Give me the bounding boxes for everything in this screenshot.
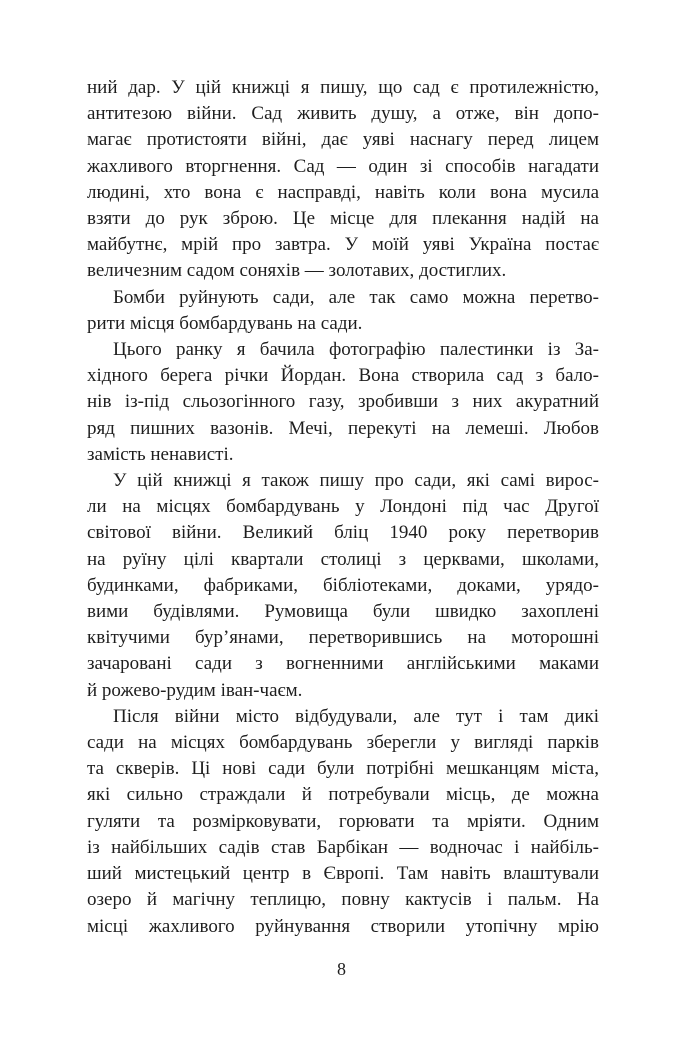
text-line: квітучими бур’янами, перетворившись на моторошні: [87, 627, 599, 649]
text-line: жахливого вторгнення. Сад — один зі способів нагадати: [87, 155, 599, 177]
text-line: та скверів. Ці нові сади були потрібні мешканцям міста,: [87, 758, 599, 780]
text-line: Цього ранку я бачила фотографію палестинки із За-: [113, 339, 599, 361]
text-line: ряд пишних вазонів. Мечі, перекуті на лемеші. Любов: [87, 417, 599, 439]
text-line: гуляти та розмірковувати, горювати та мріяти. Одним: [87, 810, 599, 832]
text-line: У цій книжці я також пишу про сади, які самі вирос-: [113, 470, 599, 492]
text-line: на руїну цілі квартали столиці з церквами, школами,: [87, 548, 599, 570]
text-line: із найбільших садів став Барбікан — водночас і найбіль-: [87, 836, 599, 858]
text-line: людині, хто вона є насправді, навіть коли вона мусила: [87, 181, 599, 203]
page-number: 8: [337, 959, 346, 979]
text-line: магає протистояти війні, дає уяві наснагу перед лицем: [87, 129, 599, 151]
text-line: будинками, фабриками, бібліотеками, доками, урядо-: [87, 574, 599, 596]
text-line: ший мистецький центр в Європі. Там навіть влаштували: [87, 863, 599, 885]
text-line: замість ненависті.: [87, 443, 234, 465]
text-line: взяти до рук зброю. Це місце для плекання надій на: [87, 208, 599, 230]
text-line: ний дар. У цій книжці я пишу, що сад є протилежністю,: [87, 77, 599, 98]
text-line: Після війни місто відбудували, але тут і там дикі: [113, 705, 599, 727]
text-line: світової війни. Великий бліц 1940 року перетворив: [87, 522, 599, 544]
text-line: антитезою війни. Сад живить душу, а отже, він допо-: [87, 103, 599, 125]
text-line: сади на місцях бомбардувань зберегли у вигляді парків: [87, 732, 599, 754]
text-line: нів із-під сльозогінного газу, зробивши з них акуратний: [87, 391, 599, 413]
page-text: [87, 75, 599, 940]
text-line: місці жахливого руйнування створили утопічну мрію: [87, 915, 599, 937]
text-line: й рожево-рудим іван-чаєм.: [87, 679, 303, 701]
text-line: Бомби руйнують сади, але так само можна перетво-: [113, 286, 599, 308]
text-line: які сильно страждали й потребували місць, де можна: [87, 784, 599, 806]
text-line: рити місця бомбардувань на сади.: [87, 312, 363, 334]
text-line: вими будівлями. Румовища були швидко захоплені: [87, 601, 599, 623]
text-line: зачаровані сади з вогненними англійськими маками: [87, 653, 599, 675]
text-line: озеро й магічну теплицю, повну кактусів і пальм. На: [87, 889, 599, 911]
text-line: ли на місцях бомбардувань у Лондоні під час Другої: [87, 496, 599, 518]
text-line: майбутнє, мрій про завтра. У моїй уяві Україна постає: [87, 234, 599, 256]
text-line: величезним садом соняхів — золотавих, достиглих.: [87, 260, 507, 282]
text-line: хідного берега річки Йордан. Вона створила сад з бало-: [87, 365, 599, 387]
